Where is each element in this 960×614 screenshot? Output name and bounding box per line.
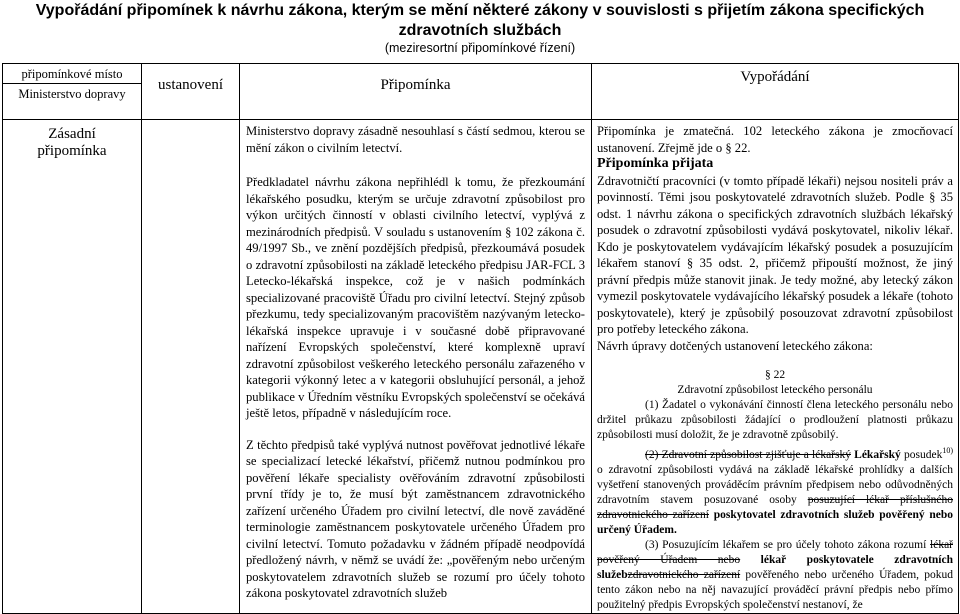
provision-header: ustanovení xyxy=(142,64,240,120)
row-type-label: Zásadní připomínka xyxy=(37,126,107,159)
place-label: připomínkové místo xyxy=(3,64,141,84)
document-header xyxy=(0,1,960,56)
settlement-header: Vypořádání xyxy=(592,64,959,120)
section-title: Zdravotní způsobilost leteckého personálu xyxy=(677,384,873,396)
settlement-paragraph-3: Návrh úpravy dotčených ustanovení leteckého zákona: xyxy=(597,338,873,353)
document-subtitle: (meziresortní připomínkové řízení) xyxy=(384,41,576,55)
row-type-cell xyxy=(3,120,142,614)
settlement-paragraph-1: Připomínka je zmatečná. 102 leteckého zákona je zmocňovací ustanovení. Zřejmě jde o § 22. xyxy=(597,124,953,155)
comment-paragraph-3: Z těchto předpisů také vyplývá nutnost pověřovat jednotlivé lékaře se specializací letecké lékařství, přičemž nutnou podmínkou pro pověření lékaře specialisty ověřováním zdravotní způsobilosti první třídy je to, že musí být zaměstnancem zdravotnického zařízení určeného Úřadem pro civilní letectví, dle nově zaváděné terminologie zaměstnancem poskytovatele určeného Úřadem pro civilní letectví. Tomuto požadavku v žádném případě neodpovídá předložený návrh, v němž se uvádí že: „pověřeným nebo určeným poskytovatelem zdravotních služeb se rozumí pro účely tohoto zákona poskytovatel zdravotních služeb xyxy=(246,437,585,600)
comment-paragraph-1: Ministerstvo dopravy zásadně nesouhlasí s částí sedmou, kterou se mění zákon o civilním letectví. xyxy=(246,124,585,155)
comment-header: Připomínka xyxy=(240,64,592,120)
comments-table xyxy=(2,63,959,614)
place-value: Ministerstvo dopravy xyxy=(18,87,126,101)
document-title-line2: zdravotních službách xyxy=(398,22,562,39)
provision-cell xyxy=(142,120,240,614)
subsection-1: (1) Žadatel o vykonávání činností člena leteckého personálu nebo držitel průkazu způsobilosti žádající o prodloužení platnosti průkazu způsobilosti musí doložit, že je zdravotně způsobilý. xyxy=(597,399,953,441)
section-number: § 22 xyxy=(764,369,786,381)
accepted-label: Připomínka přijata xyxy=(597,156,714,171)
settlement-paragraph-2: Zdravotničtí pracovníci (v tomto případě lékaři) nejsou nositeli práv a povinností. Těmi jsou poskytovatelé zdravotních služeb. Podle § 35 odst. 1 návrhu zákona o specifických zdravotních službách lékařský posudek o zdravotní způsobilosti vydává poskytovatel, nikoliv lékař. Kdo je poskytovatelem vydávajícím lékařský posudek a posuzujícím lékařem stanoví § 35 odst. 2, přičemž připouští možnost, že jiný právní předpis může stanovit jinak. Je tedy možné, aby letecký zákon vymezil poskytovatele vydávajícího lékařský posudek a lékaře (tohoto poskytovatele), který je způsobilý posouzovat zdravotní způsobilost pro potřeby leteckého zákona. xyxy=(597,173,953,336)
subsection-2: (2) Zdravotní způsobilost zjišťuje a lékařský Lékařský posudek$^{10)}$ o zdravotní způsobilosti vydává na základě lékařské prohlídky a dalších vyšetření stanovených prováděcím právním předpisem nebo odůvodněných zdravotním stavem posuzované osoby posuzující lékař příslušného zdravotnického zařízení poskytovatel zdravotních služeb pověřený nebo určený Úřadem. xyxy=(597,446,954,536)
comment-paragraph-2: Předkladatel návrhu zákona nepřihlédl k tomu, že přezkoumání lékařského posudku, kterým se určuje zdravotní způsobilost pro výkon určitých činností v oblasti civilního letectví, vyplývá z mezinárodních předpisů. V souladu s ustanovením § 102 zákona č. 49/1997 Sb., ve znění pozdějších předpisů, přezkoumává posudek o zdravotní způsobilosti na základě leteckého předpisu JAR-FCL 3 Letecko-lékařská inspekce, což je v našich podmínkách specializované pracoviště Úřadu pro civilní letectví. Stejný způsob přezkumu, tedy specializovaným pracovištěm nazývaným letecko-lékařská inspekce upravuje i v současné době připravované nařízení Evropských společenství, které komplexně upraví zdravotní způsobilost veškerého leteckého personálu zařazeného v kategorii výkonný letec a v kategorii obsluhující personál, a jehož publikace v Úředním věstníku Evropských společenství se očekává ještě letos, případně v následujícím roce. xyxy=(246,175,585,420)
settlement-cell xyxy=(592,120,959,614)
place-header-cell xyxy=(3,64,142,120)
document-title-line1: Vypořádání připomínek k návrhu zákona, kterým se mění některé zákony v souvislosti s přijetím zákona specifických xyxy=(35,2,925,19)
subsection-3: (3) Posuzujícím lékařem se pro účely tohoto zákona rozumí lékař pověřený Úřadem nebo lékař poskytovatele zdravotních služebzdravotnického zařízení pověřeného nebo určeného Úřadem, pokud tento zákon nebo na něj navazující prováděcí právní předpis nebo přímo použitelný předpis Evropských společenství nestanoví, že xyxy=(597,538,954,611)
comment-cell xyxy=(240,120,592,614)
proposed-provision xyxy=(597,368,953,613)
